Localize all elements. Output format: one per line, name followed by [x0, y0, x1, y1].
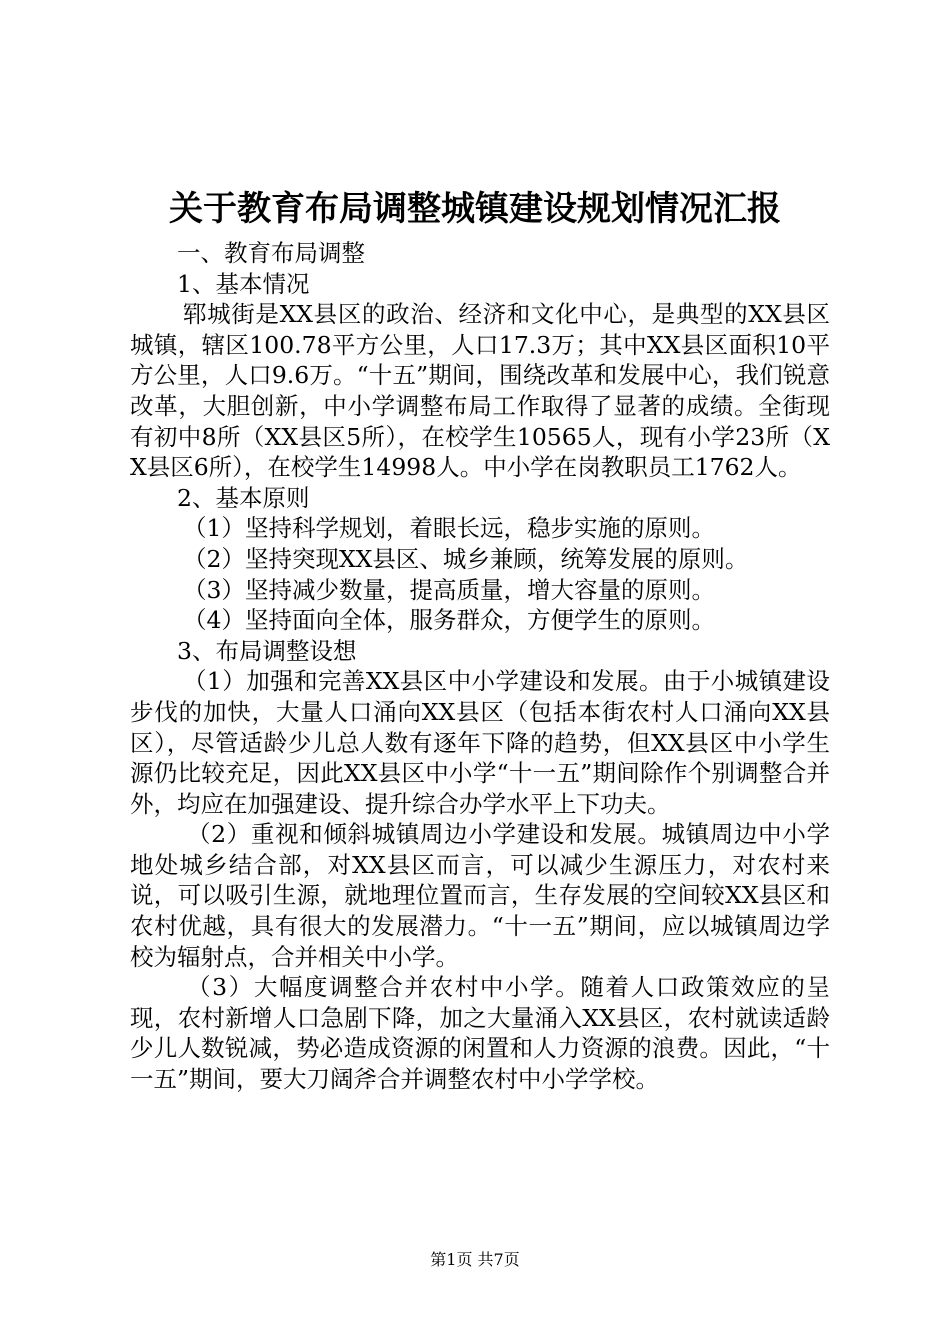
subsection-heading: 1、基本情况 — [177, 269, 310, 298]
document-title: 关于教育布局调整城镇建设规划情况汇报 — [169, 189, 781, 229]
body-paragraph: （3）大幅度调整合并农村中小学。随着人口政策效应的呈现，农村新增人口急剧下降，加之大量涌入XX县区，农村就读适龄少儿人数锐减，势必造成资源的闲置和人力资源的浪费。因此，“十一五”期间，要大刀阔斧合并调整农村中小学学校。 — [130, 973, 830, 1094]
body-paragraph: 郓城街是XX县区的政治、经济和文化中心，是典型的XX县区城镇，辖区100.78平方公里，人口17.3万；其中XX县区面积10平方公里，人口9.6万。“十五”期间，围绕改革和发展中心，我们锐意改革，大胆创新，中小学调整布局工作取得了显著的成绩。全街现有初中8所（XX县区5所），在校学生10565人，现有小学23所（XX县区6所），在校学生14998人。中小学在岗教职员工1762人。 — [130, 300, 830, 482]
document-body — [130, 238, 830, 1095]
page-footer: 第1页 共7页 — [430, 1250, 520, 1269]
principle-item: （2）坚持突现XX县区、城乡兼顾，统筹发展的原则。 — [183, 544, 749, 573]
principle-item: （3）坚持减少数量，提高质量，增大容量的原则。 — [183, 575, 715, 604]
subsection-heading: 2、基本原则 — [177, 483, 310, 512]
principle-item: （4）坚持面向全体，服务群众，方便学生的原则。 — [183, 606, 715, 635]
body-paragraph: （2）重视和倾斜城镇周边小学建设和发展。城镇周边中小学地处城乡结合部，对XX县区而言，可以减少生源压力，对农村来说，可以吸引生源，就地理位置而言，生存发展的空间较XX县区和农村优越，具有很大的发展潜力。“十一五”期间，应以城镇周边学校为辐射点，合并相关中小学。 — [130, 820, 830, 971]
section-heading: 一、教育布局调整 — [177, 239, 365, 267]
principle-item: （1）坚持科学规划，着眼长远，稳步实施的原则。 — [183, 514, 715, 543]
subsection-heading: 3、布局调整设想 — [177, 636, 357, 665]
body-paragraph: （1）加强和完善XX县区中小学建设和发展。由于小城镇建设步伐的加快，大量人口涌向XX县区（包括本街农村人口涌向XX县区），尽管适龄少儿总人数有逐年下降的趋势，但XX县区中小学生源仍比较充足，因此XX县区中小学“十一五”期间除作个别调整合并外，均应在加强建设、提升综合办学水平上下功夫。 — [130, 667, 830, 818]
